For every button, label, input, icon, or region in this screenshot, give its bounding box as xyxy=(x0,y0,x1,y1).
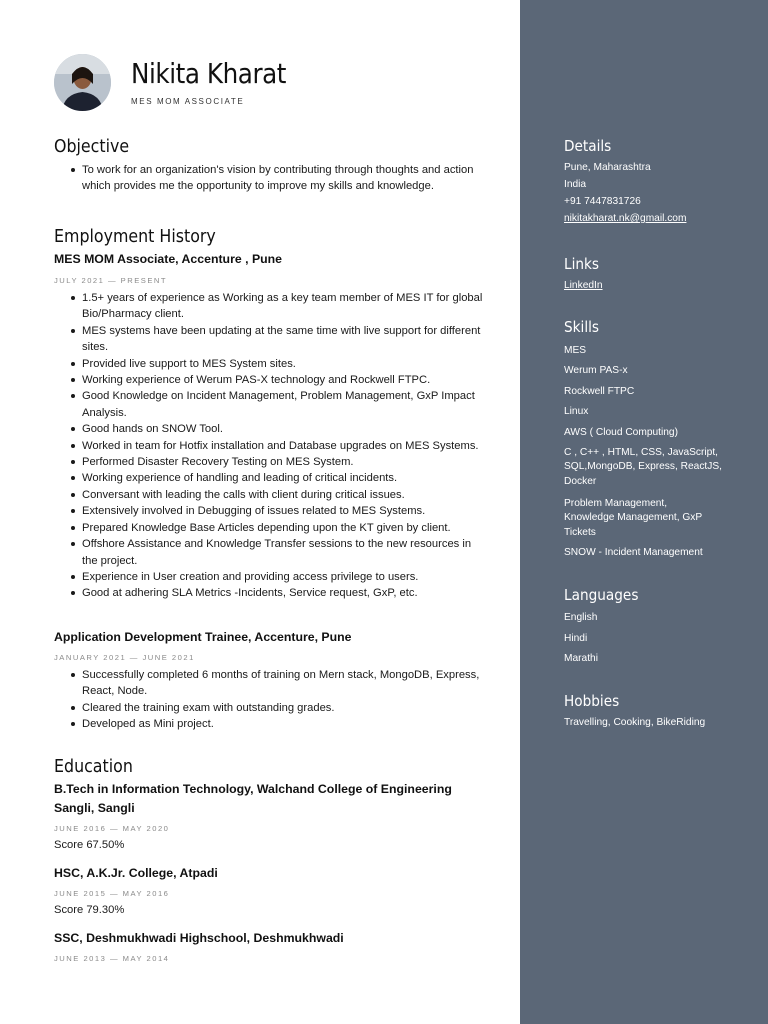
section-title-details: Details xyxy=(564,137,612,155)
list-item: Working experience of handling and leading of critical incidents. xyxy=(54,470,484,486)
skill-item: Linux xyxy=(564,406,589,417)
education-dates: JUNE 2013 — MAY 2014 xyxy=(54,954,170,963)
education-score: Score 67.50% xyxy=(54,839,125,851)
section-title-education: Education xyxy=(54,756,133,777)
education-heading: B.Tech in Information Technology, Walchand College of Engineering Sangli, Sangli xyxy=(54,782,452,815)
detail-country: India xyxy=(564,179,587,190)
language-item: Hindi xyxy=(564,633,588,644)
list-item: Experience in User creation and providing access privilege to users. xyxy=(54,569,484,585)
section-title-skills: Skills xyxy=(564,318,600,336)
candidate-job-title: MES MOM ASSOCIATE xyxy=(131,97,245,107)
email-link[interactable]: nikitakharat.nk@gmail.com xyxy=(564,213,687,224)
list-item: Developed as Mini project. xyxy=(54,716,484,732)
section-title-employment: Employment History xyxy=(54,226,216,247)
section-title-hobbies: Hobbies xyxy=(564,692,620,710)
job-bullet-list xyxy=(54,290,484,602)
detail-phone: +91 7447831726 xyxy=(564,196,641,207)
list-item: Performed Disaster Recovery Testing on MES System. xyxy=(54,454,484,470)
education-heading: SSC, Deshmukhwadi Highschool, Deshmukhwadi xyxy=(54,931,344,945)
skill-item: SNOW - Incident Management xyxy=(564,547,703,558)
section-title-links: Links xyxy=(564,255,600,273)
list-item: Successfully completed 6 months of training on Mern stack, MongoDB, Express, React, Node. xyxy=(54,667,484,700)
name-block xyxy=(131,56,307,107)
job-dates: JANUARY 2021 — JUNE 2021 xyxy=(54,653,195,662)
list-item: Provided live support to MES System sites. xyxy=(54,356,484,372)
list-item: Working experience of Werum PAS-X technology and Rockwell FTPC. xyxy=(54,372,484,388)
list-item: Extensively involved in Debugging of issues related to MES Systems. xyxy=(54,503,484,519)
list-item: Good hands on SNOW Tool. xyxy=(54,421,484,437)
hobbies-item: Travelling, Cooking, BikeRiding xyxy=(564,717,706,728)
education-score: Score 79.30% xyxy=(54,904,125,916)
list-item: Prepared Knowledge Base Articles depending upon the KT given by client. xyxy=(54,520,484,536)
job-heading: MES MOM Associate, Accenture , Pune xyxy=(54,252,283,266)
resume-header xyxy=(54,54,307,111)
skill-item: C , C++ , HTML, CSS, JavaScript, SQL,MongoDB, Express, ReactJS, Docker xyxy=(564,447,722,487)
list-item: Worked in team for Hotfix installation and Database upgrades on MES Systems. xyxy=(54,438,484,454)
list-item: Good Knowledge on Incident Management, Problem Management, GxP Impact Analysis. xyxy=(54,388,484,421)
skill-item: Problem Management, Knowledge Management, GxP Tickets xyxy=(564,498,702,538)
list-item: Conversant with leading the calls with client during critical issues. xyxy=(54,487,484,503)
education-dates: JUNE 2015 — MAY 2016 xyxy=(54,889,170,898)
job-bullet-list xyxy=(54,667,484,733)
education-dates: JUNE 2016 — MAY 2020 xyxy=(54,824,170,833)
objective-text: To work for an organization's vision by contributing through thoughts and action which provides me the opportunity to improve my skills and knowledge. xyxy=(54,162,484,195)
job-heading: Application Development Trainee, Accenture, Pune xyxy=(54,630,352,644)
list-item: Good at adhering SLA Metrics -Incidents, Service request, GxP, etc. xyxy=(54,585,484,601)
objective-list xyxy=(54,162,484,195)
list-item: MES systems have been updating at the same time with live support for different sites. xyxy=(54,323,484,356)
candidate-name: Nikita Kharat xyxy=(131,56,287,90)
skill-item: AWS ( Cloud Computing) xyxy=(564,427,678,438)
skill-item: Rockwell FTPC xyxy=(564,386,635,397)
list-item: Offshore Assistance and Knowledge Transfer sessions to the new resources in the project. xyxy=(54,536,484,569)
skill-item: Werum PAS-x xyxy=(564,365,628,376)
language-item: English xyxy=(564,612,598,623)
person-icon xyxy=(54,54,111,111)
section-title-languages: Languages xyxy=(564,586,639,604)
linkedin-link[interactable]: LinkedIn xyxy=(564,280,603,291)
language-item: Marathi xyxy=(564,653,598,664)
profile-photo-avatar xyxy=(54,54,111,111)
list-item: Cleared the training exam with outstanding grades. xyxy=(54,700,484,716)
section-title-objective: Objective xyxy=(54,136,130,157)
job-dates: JULY 2021 — PRESENT xyxy=(54,276,168,285)
detail-city: Pune, Maharashtra xyxy=(564,162,651,173)
skill-item: MES xyxy=(564,345,587,356)
list-item: 1.5+ years of experience as Working as a key team member of MES IT for global Bio/Pharmacy client. xyxy=(54,290,484,323)
education-heading: HSC, A.K.Jr. College, Atpadi xyxy=(54,866,218,880)
